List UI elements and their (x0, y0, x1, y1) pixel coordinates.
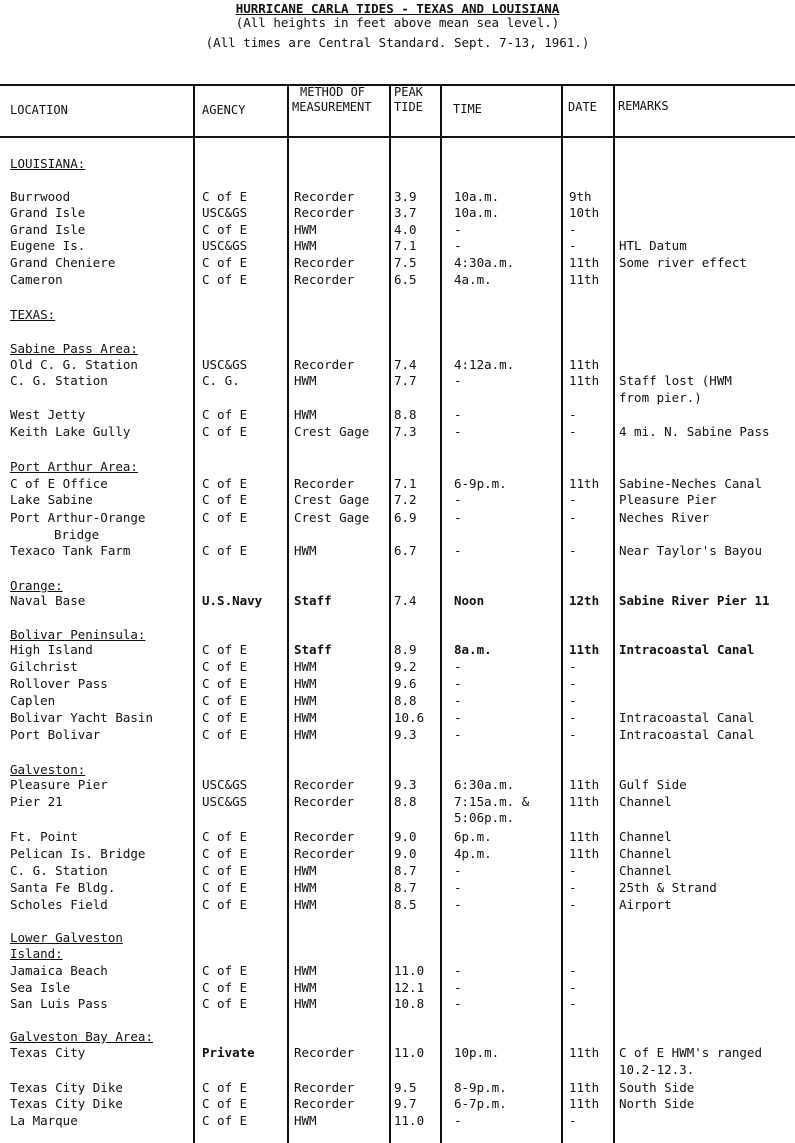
table-cell-date: - (569, 727, 577, 742)
table-cell-date: - (569, 897, 577, 912)
table-cell-peak: 7.4 (394, 593, 417, 608)
table-cell-agency: U.S.Navy (202, 593, 263, 608)
table-cell-peak: 8.7 (394, 880, 417, 895)
table-cell-method: HWM (294, 1113, 317, 1128)
group-heading: Orange: (10, 578, 63, 593)
table-cell-location: Jamaica Beach (10, 963, 108, 978)
table-cell-method: HWM (294, 897, 317, 912)
table-cell-date: 12th (569, 593, 600, 608)
table-cell-date: 11th (569, 794, 600, 809)
table-cell-date: 11th (569, 642, 600, 657)
table-cell-date: - (569, 407, 577, 422)
table-cell-peak: 7.4 (394, 357, 417, 372)
table-cell-peak: 11.0 (394, 1045, 425, 1060)
table-cell-time: - (454, 222, 462, 237)
table-cell-peak: 8.5 (394, 897, 417, 912)
table-cell-peak: 3.7 (394, 205, 417, 220)
table-cell-remarks: 25th & Strand (619, 880, 717, 895)
table-cell-time: 5:06p.m. (454, 810, 515, 825)
header-location: LOCATION (10, 103, 68, 117)
table-cell-peak: 6.9 (394, 510, 417, 525)
table-cell-agency: Private (202, 1045, 255, 1060)
table-cell-agency: USC&GS (202, 777, 248, 792)
table-cell-agency: C of E (202, 272, 248, 287)
header-method-line2: MEASUREMENT (292, 100, 372, 114)
table-cell-location: Keith Lake Gully (10, 424, 131, 439)
header-date: DATE (568, 100, 597, 114)
table-cell-date: - (569, 510, 577, 525)
table-cell-agency: C of E (202, 510, 248, 525)
table-cell-date: 10th (569, 205, 600, 220)
table-cell-date: - (569, 543, 577, 558)
table-cell-agency: C of E (202, 189, 248, 204)
table-cell-date: - (569, 980, 577, 995)
table-cell-peak: 9.2 (394, 659, 417, 674)
table-cell-date: - (569, 238, 577, 253)
column-divider (440, 85, 442, 1143)
table-cell-remarks: Intracoastal Canal (619, 710, 755, 725)
table-cell-agency: C of E (202, 710, 248, 725)
table-cell-peak: 7.5 (394, 255, 417, 270)
table-cell-location: West Jetty (10, 407, 86, 422)
table-cell-peak: 10.6 (394, 710, 425, 725)
table-cell-time: 6-7p.m. (454, 1096, 507, 1111)
table-cell-date: 11th (569, 255, 600, 270)
table-cell-method: HWM (294, 373, 317, 388)
table-cell-remarks: Near Taylor's Bayou (619, 543, 762, 558)
table-cell-agency: C of E (202, 980, 248, 995)
table-cell-time: 10p.m. (454, 1045, 500, 1060)
table-cell-method: HWM (294, 238, 317, 253)
table-cell-time: - (454, 880, 462, 895)
table-cell-date: 11th (569, 1096, 600, 1111)
table-cell-method: HWM (294, 676, 317, 691)
document-title: HURRICANE CARLA TIDES - TEXAS AND LOUISIANA (235, 1, 560, 16)
table-cell-remarks: from pier.) (619, 390, 702, 405)
table-cell-time: - (454, 693, 462, 708)
table-cell-agency: C of E (202, 829, 248, 844)
table-cell-location: Port Arthur-Orange (10, 510, 146, 525)
table-cell-location: C. G. Station (10, 373, 108, 388)
group-heading: Lower Galveston (10, 930, 123, 945)
section-heading: LOUISIANA: (10, 156, 86, 171)
table-cell-remarks: Channel (619, 846, 672, 861)
table-cell-peak: 8.7 (394, 863, 417, 878)
group-heading: Sabine Pass Area: (10, 341, 138, 356)
table-cell-remarks: Sabine River Pier 11 (619, 593, 770, 608)
table-cell-method: HWM (294, 880, 317, 895)
table-cell-agency: C of E (202, 863, 248, 878)
table-cell-time: - (454, 727, 462, 742)
table-cell-method: HWM (294, 710, 317, 725)
table-cell-time: - (454, 424, 462, 439)
table-cell-peak: 9.0 (394, 829, 417, 844)
table-cell-time: - (454, 510, 462, 525)
table-cell-location: Texas City (10, 1045, 86, 1060)
table-cell-agency: C of E (202, 222, 248, 237)
table-cell-time: 10a.m. (454, 205, 500, 220)
table-cell-peak: 12.1 (394, 980, 425, 995)
table-cell-time: Noon (454, 593, 485, 608)
table-cell-time: 10a.m. (454, 189, 500, 204)
table-cell-location: Caplen (10, 693, 56, 708)
table-cell-location: Pelican Is. Bridge (10, 846, 146, 861)
table-cell-location: Eugene Is. (10, 238, 86, 253)
table-cell-location: High Island (10, 642, 93, 657)
table-cell-peak: 8.8 (394, 693, 417, 708)
table-cell-date: 11th (569, 777, 600, 792)
table-cell-remarks: Staff lost (HWM (619, 373, 732, 388)
table-cell-method: HWM (294, 863, 317, 878)
header-peak-line2: TIDE (394, 100, 423, 114)
table-cell-peak: 8.8 (394, 407, 417, 422)
table-cell-location: Sea Isle (10, 980, 71, 995)
table-cell-remarks: Intracoastal Canal (619, 727, 755, 742)
table-cell-remarks: Sabine-Neches Canal (619, 476, 762, 491)
table-cell-location: Port Bolivar (10, 727, 101, 742)
table-cell-date: - (569, 693, 577, 708)
table-cell-time: - (454, 407, 462, 422)
table-cell-agency: C of E (202, 963, 248, 978)
table-cell-method: HWM (294, 980, 317, 995)
table-cell-date: - (569, 676, 577, 691)
table-cell-date: - (569, 963, 577, 978)
table-cell-time: - (454, 659, 462, 674)
group-heading: Galveston: (10, 762, 86, 777)
table-cell-method: Staff (294, 642, 332, 657)
table-cell-time: 7:15a.m. & (454, 794, 530, 809)
table-cell-agency: C of E (202, 880, 248, 895)
table-cell-date: - (569, 710, 577, 725)
table-cell-method: HWM (294, 693, 317, 708)
table-cell-remarks: Airport (619, 897, 672, 912)
table-cell-date: 11th (569, 846, 600, 861)
table-cell-peak: 7.1 (394, 476, 417, 491)
table-cell-location: Pier 21 (10, 794, 63, 809)
table-cell-agency: C of E (202, 642, 248, 657)
table-cell-method: HWM (294, 222, 317, 237)
table-cell-date: 11th (569, 272, 600, 287)
table-cell-location: Cameron (10, 272, 63, 287)
table-cell-date: 11th (569, 373, 600, 388)
table-cell-date: - (569, 996, 577, 1011)
table-cell-time: 6p.m. (454, 829, 492, 844)
table-cell-method: Recorder (294, 476, 355, 491)
table-cell-time: - (454, 963, 462, 978)
table-cell-method: Recorder (294, 846, 355, 861)
group-heading: Port Arthur Area: (10, 459, 138, 474)
table-cell-peak: 3.9 (394, 189, 417, 204)
table-cell-method: HWM (294, 963, 317, 978)
table-cell-time: - (454, 996, 462, 1011)
table-cell-date: - (569, 880, 577, 895)
table-cell-agency: C of E (202, 996, 248, 1011)
table-cell-method: HWM (294, 727, 317, 742)
table-cell-agency: C of E (202, 897, 248, 912)
group-heading: Galveston Bay Area: (10, 1029, 153, 1044)
table-cell-agency: C of E (202, 727, 248, 742)
table-cell-date: 11th (569, 357, 600, 372)
table-cell-time: 4:12a.m. (454, 357, 515, 372)
table-cell-time: - (454, 543, 462, 558)
table-cell-remarks: HTL Datum (619, 238, 687, 253)
table-cell-peak: 4.0 (394, 222, 417, 237)
table-cell-method: HWM (294, 996, 317, 1011)
table-cell-time: 8a.m. (454, 642, 492, 657)
table-cell-time: - (454, 863, 462, 878)
table-cell-date: 11th (569, 1080, 600, 1095)
table-cell-location: Burrwood (10, 189, 71, 204)
table-cell-peak: 9.6 (394, 676, 417, 691)
table-cell-remarks: 10.2-12.3. (619, 1062, 695, 1077)
table-cell-peak: 6.7 (394, 543, 417, 558)
table-cell-time: 6:30a.m. (454, 777, 515, 792)
table-cell-date: - (569, 659, 577, 674)
table-cell-method: Crest Gage (294, 510, 370, 525)
table-cell-remarks: Gulf Side (619, 777, 687, 792)
table-cell-remarks: Neches River (619, 510, 710, 525)
table-cell-time: - (454, 980, 462, 995)
table-cell-date: 11th (569, 476, 600, 491)
table-cell-method: Recorder (294, 1045, 355, 1060)
table-cell-time: - (454, 238, 462, 253)
table-cell-date: - (569, 1113, 577, 1128)
table-cell-time: - (454, 676, 462, 691)
table-cell-peak: 9.3 (394, 777, 417, 792)
table-cell-remarks: Some river effect (619, 255, 747, 270)
table-cell-location: Bridge (54, 527, 100, 542)
table-cell-agency: USC&GS (202, 205, 248, 220)
table-cell-agency: C of E (202, 492, 248, 507)
table-cell-method: Crest Gage (294, 492, 370, 507)
table-cell-agency: C of E (202, 659, 248, 674)
table-cell-peak: 7.1 (394, 238, 417, 253)
table-cell-peak: 7.7 (394, 373, 417, 388)
table-cell-location: C. G. Station (10, 863, 108, 878)
table-cell-peak: 7.3 (394, 424, 417, 439)
table-cell-date: 9th (569, 189, 592, 204)
table-cell-date: - (569, 222, 577, 237)
table-cell-method: Recorder (294, 189, 355, 204)
table-cell-agency: C of E (202, 476, 248, 491)
column-divider (561, 85, 563, 1143)
table-cell-date: 11th (569, 1045, 600, 1060)
table-cell-peak: 11.0 (394, 963, 425, 978)
table-cell-location: Santa Fe Bldg. (10, 880, 116, 895)
table-cell-time: - (454, 710, 462, 725)
table-cell-method: Recorder (294, 357, 355, 372)
table-cell-location: Grand Isle (10, 222, 86, 237)
table-cell-method: Recorder (294, 794, 355, 809)
table-cell-agency: C of E (202, 846, 248, 861)
table-cell-time: 4p.m. (454, 846, 492, 861)
table-cell-location: Texas City Dike (10, 1096, 123, 1111)
table-cell-location: La Marque (10, 1113, 78, 1128)
table-cell-agency: C of E (202, 255, 248, 270)
header-method-line1: METHOD OF (300, 85, 366, 99)
table-cell-time: 8-9p.m. (454, 1080, 507, 1095)
table-cell-agency: C of E (202, 1113, 248, 1128)
table-cell-agency: USC&GS (202, 794, 248, 809)
table-cell-remarks: 4 mi. N. Sabine Pass (619, 424, 770, 439)
table-cell-peak: 9.3 (394, 727, 417, 742)
document-subtitle-heights: (All heights in feet above mean sea level.) (235, 15, 560, 30)
table-cell-peak: 9.5 (394, 1080, 417, 1095)
table-cell-remarks: Channel (619, 863, 672, 878)
table-cell-agency: C of E (202, 543, 248, 558)
table-cell-date: - (569, 863, 577, 878)
table-cell-location: Ft. Point (10, 829, 78, 844)
table-cell-date: - (569, 424, 577, 439)
table-cell-location: Naval Base (10, 593, 86, 608)
table-header-rule (0, 136, 795, 138)
table-cell-location: Grand Cheniere (10, 255, 116, 270)
table-cell-method: Crest Gage (294, 424, 370, 439)
table-cell-peak: 8.9 (394, 642, 417, 657)
table-cell-location: Scholes Field (10, 897, 108, 912)
table-cell-time: 6-9p.m. (454, 476, 507, 491)
table-cell-peak: 10.8 (394, 996, 425, 1011)
table-cell-time: - (454, 1113, 462, 1128)
table-cell-agency: USC&GS (202, 357, 248, 372)
table-cell-agency: USC&GS (202, 238, 248, 253)
table-cell-time: 4a.m. (454, 272, 492, 287)
table-cell-location: Lake Sabine (10, 492, 93, 507)
table-cell-remarks: North Side (619, 1096, 695, 1111)
header-agency: AGENCY (202, 103, 246, 117)
table-cell-peak: 9.0 (394, 846, 417, 861)
table-cell-location: Gilchrist (10, 659, 78, 674)
table-cell-agency: C of E (202, 424, 248, 439)
table-cell-time: - (454, 897, 462, 912)
table-cell-location: Texaco Tank Farm (10, 543, 131, 558)
table-cell-remarks: C of E HWM's ranged (619, 1045, 762, 1060)
table-cell-time: - (454, 373, 462, 388)
table-cell-peak: 11.0 (394, 1113, 425, 1128)
document-subtitle-times: (All times are Central Standard. Sept. 7-13, 1961.) (205, 35, 590, 50)
group-heading: Island: (10, 946, 63, 961)
table-cell-location: Bolivar Yacht Basin (10, 710, 153, 725)
table-cell-agency: C of E (202, 1096, 248, 1111)
header-time: TIME (453, 102, 482, 116)
table-cell-agency: C. G. (202, 373, 240, 388)
table-cell-method: Recorder (294, 205, 355, 220)
table-cell-time: - (454, 492, 462, 507)
table-cell-agency: C of E (202, 407, 248, 422)
table-cell-remarks: Channel (619, 829, 672, 844)
table-cell-agency: C of E (202, 693, 248, 708)
table-cell-location: Texas City Dike (10, 1080, 123, 1095)
column-divider (193, 85, 195, 1143)
table-cell-time: 4:30a.m. (454, 255, 515, 270)
table-cell-location: C of E Office (10, 476, 108, 491)
table-cell-date: 11th (569, 829, 600, 844)
table-cell-method: Recorder (294, 829, 355, 844)
table-cell-method: Recorder (294, 777, 355, 792)
table-cell-peak: 7.2 (394, 492, 417, 507)
column-divider (287, 85, 289, 1143)
table-cell-location: San Luis Pass (10, 996, 108, 1011)
table-cell-remarks: Pleasure Pier (619, 492, 717, 507)
table-cell-location: Grand Isle (10, 205, 86, 220)
table-cell-method: Staff (294, 593, 332, 608)
table-cell-location: Old C. G. Station (10, 357, 138, 372)
table-cell-method: Recorder (294, 1096, 355, 1111)
table-cell-method: Recorder (294, 1080, 355, 1095)
group-heading: Bolivar Peninsula: (10, 627, 146, 642)
header-peak-line1: PEAK (394, 85, 423, 99)
table-cell-agency: C of E (202, 676, 248, 691)
section-heading: TEXAS: (10, 307, 56, 322)
table-cell-date: - (569, 492, 577, 507)
table-cell-method: HWM (294, 407, 317, 422)
table-cell-remarks: Channel (619, 794, 672, 809)
table-cell-method: HWM (294, 659, 317, 674)
table-cell-peak: 9.7 (394, 1096, 417, 1111)
table-cell-method: Recorder (294, 255, 355, 270)
table-cell-method: HWM (294, 543, 317, 558)
table-cell-method: Recorder (294, 272, 355, 287)
table-cell-peak: 6.5 (394, 272, 417, 287)
table-cell-peak: 8.8 (394, 794, 417, 809)
column-divider (613, 85, 615, 1143)
column-divider (389, 85, 391, 1143)
table-cell-agency: C of E (202, 1080, 248, 1095)
table-cell-location: Rollover Pass (10, 676, 108, 691)
table-cell-remarks: South Side (619, 1080, 695, 1095)
table-cell-remarks: Intracoastal Canal (619, 642, 755, 657)
table-cell-location: Pleasure Pier (10, 777, 108, 792)
header-remarks: REMARKS (618, 99, 669, 113)
